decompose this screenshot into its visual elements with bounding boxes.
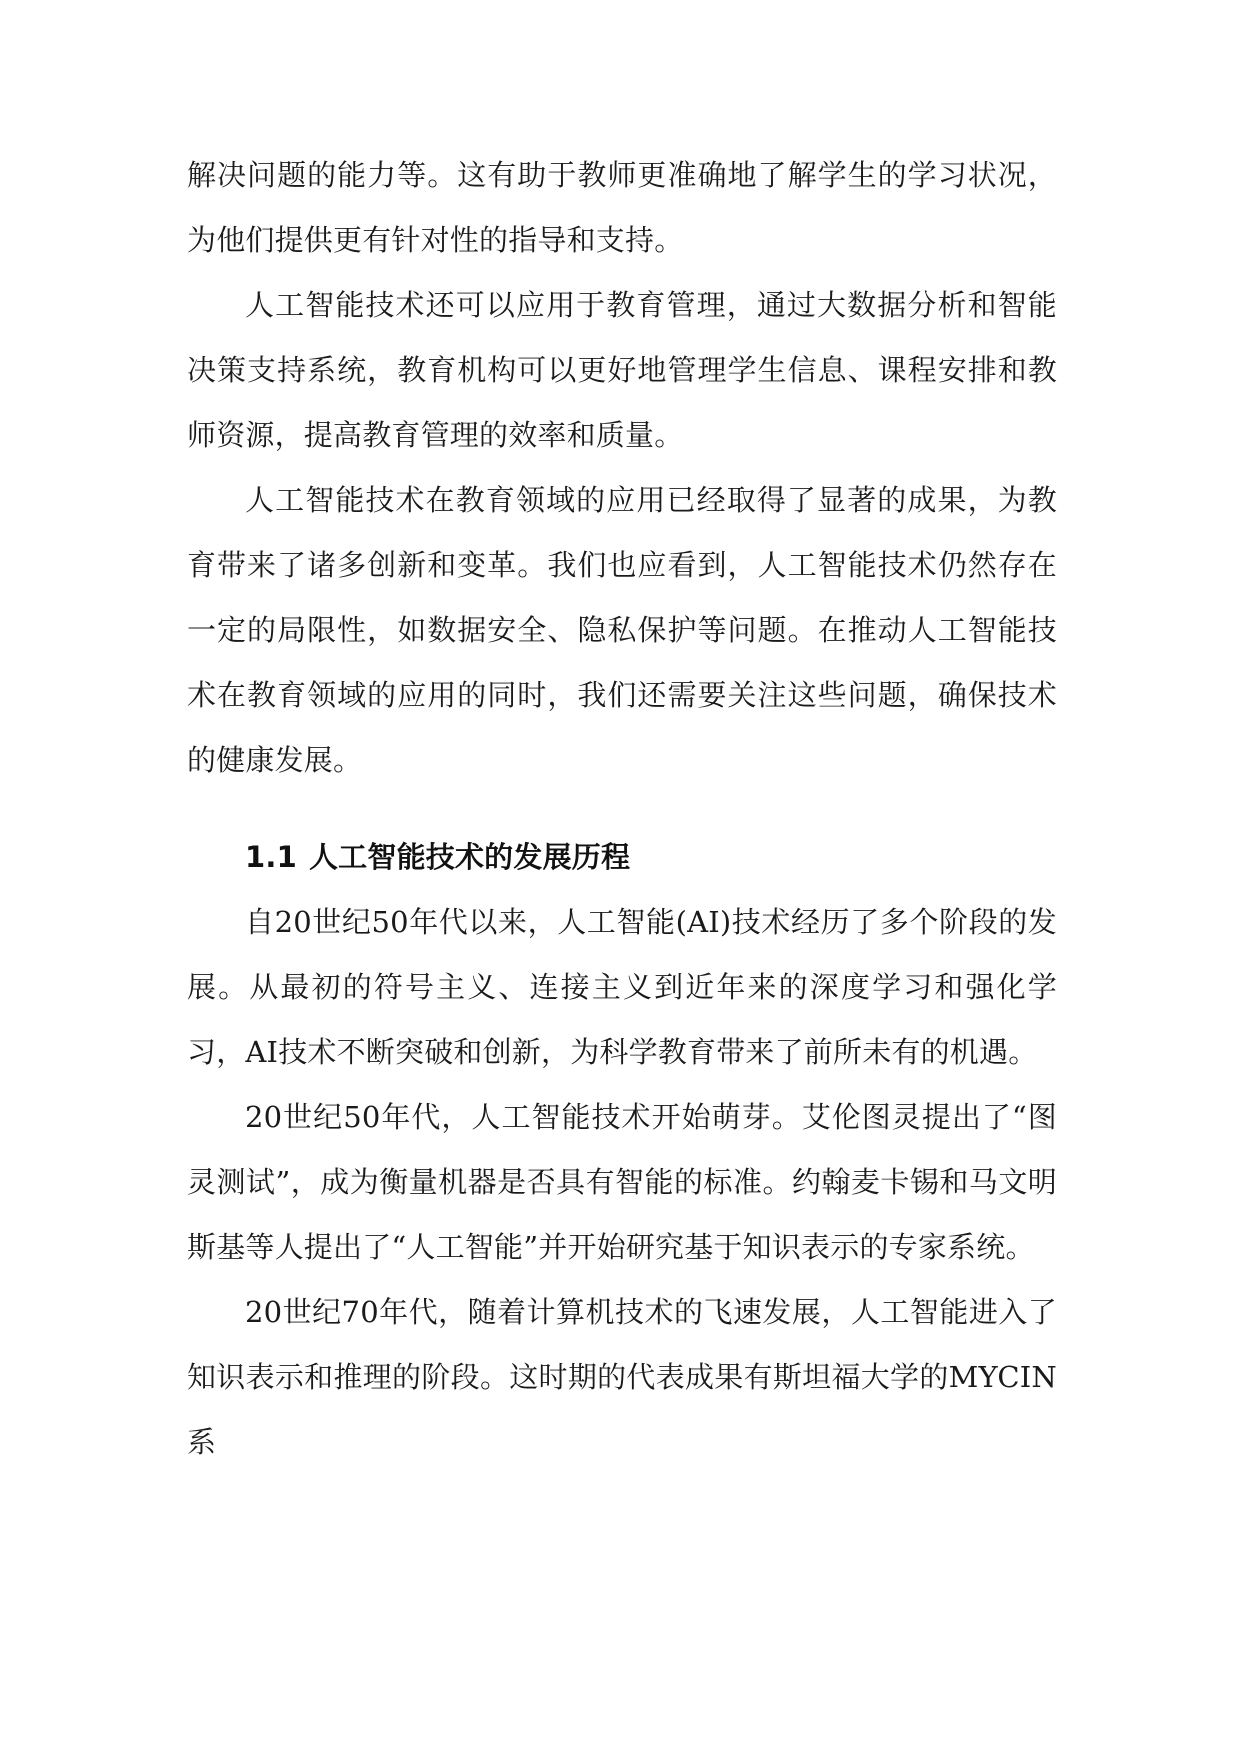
- paragraph-5: 20世纪50年代，人工智能技术开始萌芽。艾伦图灵提出了“图灵测试”，成为衡量机器是否具有智能的标准。约翰麦卡锡和马文明斯基等人提出了“人工智能”并开始研究基于知识表示的专家系统。: [187, 1100, 1057, 1264]
- paragraph-3: 人工智能技术在教育领域的应用已经取得了显著的成果，为教育带来了诸多创新和变革。我们也应看到，人工智能技术仍然存在一定的局限性，如数据安全、隐私保护等问题。在推动人工智能技术在教育领域的应用的同时，我们还需要关注这些问题，确保技术的健康发展。: [187, 483, 1057, 777]
- paragraph-2: 人工智能技术还可以应用于教育管理，通过大数据分析和智能决策支持系统，教育机构可以更好地管理学生信息、课程安排和教师资源，提高教育管理的效率和质量。: [187, 288, 1057, 452]
- section-number: 1.1: [245, 840, 297, 874]
- section-heading: [187, 825, 1057, 890]
- paragraph-4: 自20世纪50年代以来，人工智能(AI)技术经历了多个阶段的发展。从最初的符号主义、连接主义到近年来的深度学习和强化学习，AI技术不断突破和创新，为科学教育带来了前所未有的机遇。: [187, 905, 1057, 1069]
- paragraph-6: 20世纪70年代，随着计算机技术的飞速发展，人工智能进入了知识表示和推理的阶段。这时期的代表成果有斯坦福大学的MYCIN系: [187, 1295, 1057, 1459]
- section-title: 人工智能技术的发展历程: [308, 840, 631, 874]
- paragraph-1: 解决问题的能力等。这有助于教师更准确地了解学生的学习状况，为他们提供更有针对性的指导和支持。: [187, 158, 1057, 257]
- document-body: [187, 143, 1057, 1475]
